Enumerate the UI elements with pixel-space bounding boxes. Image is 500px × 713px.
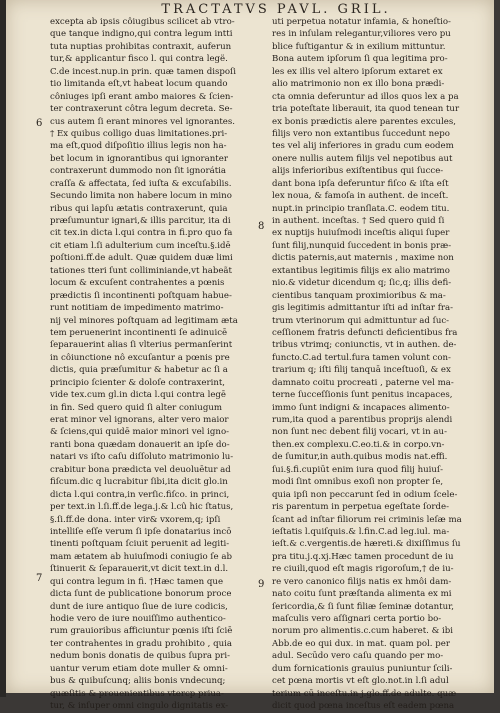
text-line: nio.& videtur dicendum q; ſic,q; illis defi-	[272, 278, 452, 289]
text-line: nedum bonis donatis de quibus ſupra pri-	[50, 651, 231, 662]
text-line: fiſcum.dic q lucrabitur ſibi,ita dicit glo.in	[50, 477, 228, 488]
text-line: tuta nuptias prohibitas contraxit, auferun	[50, 41, 232, 52]
text-line: §.ſi.ff.de dona. inter vir& vxorem,q; ipſi	[50, 514, 221, 525]
text-line: extantibus legitimis filijs ex alio matrimo	[272, 265, 450, 276]
text-line: uti perpetua notatur infamia, & honeſtio-	[272, 17, 451, 27]
text-line: tio limitanda eſt,vt habeat locum quando	[50, 79, 228, 90]
text-line: maſculis vero aſſignari certa portio bo-	[272, 614, 442, 624]
text-line: onere nullis autem filijs vel nepotibus aut	[272, 153, 453, 164]
text-line: hodie vero de iure nouiſſimo authentico-	[50, 614, 226, 624]
text-line: de ſumitur,in auth.quibus modis nat.effi.	[272, 452, 448, 463]
text-line: ter contrahentes in gradu prohibito , quia	[50, 638, 232, 649]
text-line: cit tex.in dicta l.qui contra in fi.pro quo fa	[50, 228, 233, 239]
text-line: re vero canonico filijs natis ex hmôi dam-	[272, 576, 452, 587]
text-line: ex bonis prædictis alere parentes excules,	[272, 116, 457, 127]
text-line: dum fornicationis grauius puniuntur ſcili-	[272, 663, 453, 674]
text-line: in authent. inceſtas. † Sed quero quid ſi	[272, 216, 445, 226]
text-line: alijs inferioribus exiſtentibus qui ſucce-	[272, 166, 444, 177]
text-line: erat minor vel ignorans, alter vero maior	[50, 415, 229, 425]
text-line: tur, & inſuper omni cingulo dignitatis ex-	[50, 701, 229, 712]
text-line: in côiunctione nô excuſantur a pœnis pre	[50, 352, 230, 363]
text-line: runt notitiam de impedimento matrimo-	[50, 303, 224, 314]
text-line: ris parentum in perpetua egeſtate ſorde-	[272, 502, 450, 513]
text-line: dicta ſunt de publicatione bonorum proce	[50, 589, 232, 600]
text-line: que tanque indigno,qui contra legum intti	[50, 29, 233, 40]
text-line: ſui.§.fi.cupiūt enim iura quod filij huiuſ-	[272, 464, 444, 475]
text-line: terium cū inceſtu.in j.glo.ff.de adulte. quæ	[272, 688, 457, 699]
text-line: ieſt.& c.vergentis.de hæreti.& dixiſſimus ſu	[272, 539, 461, 550]
margin-number-8: 8	[258, 221, 265, 232]
text-line: dictis paternis,aut maternis , maxime non	[272, 253, 454, 264]
text-line: trum vterinorum qui admittuntur ad ſuc-	[272, 315, 450, 326]
text-line: intelliſe eſſe verum ſi ipſe donatarius incō	[50, 526, 232, 537]
text-line: rum,ita quod a parentibus proprijs alendi	[272, 415, 453, 425]
text-line: ribus qui lapſu ætatis contraxerunt, quia	[50, 203, 228, 214]
text-line: ſtinuerit & ſeparauerit,vt dicit text.in d.l.	[50, 564, 229, 575]
text-line: ſeparauerint alias ſi vlterius permanſerint	[50, 340, 233, 351]
text-line: cus autem ſi erant minores vel ignorantes.	[50, 116, 236, 127]
text-line: locum & excuſent contrahentes a pœnis	[50, 278, 225, 289]
text-line: adul. Secūdo vero caſu quando per mo-	[272, 651, 444, 662]
text-line: ſericordia,& ſi ſunt filiæ ſeminæ dotantur,	[272, 601, 455, 612]
text-line: C.de incest.nup.in prin. quæ tamen dispoſi	[50, 66, 236, 77]
text-line: gis legitimis admittantur iſti ad inſtar fra-	[272, 303, 454, 314]
text-line: les ex illis vel altero ipſorum extaret ex	[272, 66, 443, 77]
text-line: tationes tteri ſunt colliminiande,vt habeãt	[50, 265, 232, 276]
text-line: excepta ab ipsis côiugibus scilicet ab vtro-	[50, 17, 235, 27]
text-line: ieſtatis l.quiſquis.& l.fin.C.ad leg.iul. ma-	[272, 526, 450, 537]
text-line: alio matrimonio non ex illo bona prædi-	[272, 79, 445, 90]
right-text-column	[272, 16, 488, 713]
text-line: immo ſunt indigni & incapaces alimento-	[272, 402, 450, 413]
text-line: res in inſulam relegantur,viliores vero pu	[272, 29, 451, 40]
text-line: functo.C.ad tertul.fura tamen volunt con-	[272, 352, 451, 363]
text-line: qui contra legum in fi. †Hæc tamen que	[50, 576, 224, 587]
text-line: bus & quibuſcunq; aliis bonis vndecunq;	[50, 676, 226, 687]
text-line: pra titu.j.q.xj.Hæc tamen procedunt de iu	[272, 551, 454, 562]
text-line: in fin. Sed quero quid ſi alter coniugum	[50, 402, 223, 413]
book-page	[6, 0, 494, 712]
text-line: nato coitu ſunt præſtanda alimenta ex mi	[272, 589, 452, 600]
text-line: tes vel alij inferiores in gradu cum eodem	[272, 141, 454, 152]
text-line: præſumuntur ignari,& illis parcitur, ita di	[50, 216, 231, 226]
text-line: contraxerunt dummodo non ſit ignorátia	[50, 166, 227, 177]
text-line: damnato coitu procreati , paterne vel ma-	[272, 377, 454, 388]
text-line: prædictis ſi incontinenti poſtquam habue-	[50, 290, 232, 301]
text-line: cit etiam l.ſi adulterium cum inceſtu.§.idē	[50, 240, 231, 251]
text-line: ſunt filij,nunquid ſuccedent in bonis præ-	[272, 240, 452, 251]
text-line: per text.in l.ſi.ff.de lega.j.& l.cû hic ſtatus,	[50, 502, 234, 513]
running-head: TRACTATVS PAVL. GRIL.	[161, 2, 391, 17]
text-line: bet locum in ignorantibus qui ignoranter	[50, 153, 228, 164]
text-line: ter contraxerunt côtra legum decreta. Se-	[50, 104, 233, 115]
text-line: modi ſint omnibus exoſi non propter ſe,	[272, 477, 444, 488]
text-line: ſcant ad inſtar filiorum rei criminis leſæ ma	[272, 514, 462, 525]
text-line: norum pro alimentis.c.cum haberet. & ibi	[272, 626, 453, 637]
text-line: uantur verum etiam dote muller & omni-	[50, 663, 228, 674]
text-line: Abb.de eo qui dux. in mat. quam pol. per	[272, 638, 450, 649]
text-line: dant bona ipſa deferuntur fiſco & iſta eſt	[272, 178, 449, 189]
text-line: vide tex.cum gl.in dicta l.qui contra legē	[50, 390, 226, 401]
text-line: nupt.in principio tranſlata.C. eodem titu.	[272, 203, 450, 214]
text-line: quia ipſi non peccarunt ſed in odium ſcele-	[272, 489, 458, 500]
text-line: principio ſcienter & doloſe contraxerint,	[50, 377, 226, 388]
margin-number-6: 6	[36, 118, 43, 129]
text-line: blice fuſtigantur & in exilium mittuntur.	[272, 41, 446, 52]
text-line: dicta l.qui contra,in verſic.fiſco. in princi,	[50, 489, 230, 500]
margin-number-9: 9	[258, 579, 265, 590]
text-line: dicit quod pœna inceſtus eſt eadem pœna	[272, 701, 455, 712]
text-line: crabitur bona prædicta vel deuoluētur ad	[50, 464, 231, 475]
text-line: natari vs iſto caſu diſſoluto matrimonio lu-	[50, 452, 234, 463]
text-line: dunt de iure antiquo ſiue de iure codicis,	[50, 601, 228, 612]
text-line: mam ætatem ab huiuſmodi coniugio ſe ab	[50, 551, 233, 562]
text-line: lex noua, & famoſa in authent. de inceſt.	[272, 191, 449, 202]
text-line: ceſſionem fratris defuncti deficientibus fra	[272, 327, 458, 338]
text-line: cta omnia deferuntur ad illos quos lex a pa	[272, 91, 459, 102]
text-line: poſtioni.ff.de adult. Quæ quidem duæ limi	[50, 253, 233, 264]
text-line: ex nuptijs huiuſmodi inceſtis aliqui ſuper	[272, 228, 450, 239]
text-line: nij vel minores poſtquam ad legitimam æta	[50, 315, 238, 326]
text-line: re ciuili,quod eſt magis rigoroſum,† de iu-	[272, 564, 454, 575]
text-line: trarium q; iſti filij tanquā inceſtuoſi, & ex	[272, 365, 451, 376]
text-line: dictis, quia præſumitur & habetur ac ſi a	[50, 365, 228, 376]
text-line: tinenti poſtquam ſciuit peruenit ad legiti-	[50, 539, 230, 550]
text-line: & ſciens,qui quidē maior minori vel igno-	[50, 427, 230, 438]
text-line: † Ex quibus colligo duas limitationes.pri-	[50, 128, 228, 139]
text-line: non ſunt nec debent filij vocari, vt in au-	[272, 427, 447, 438]
text-line: tem peruenerint incontinenti ſe adinuicē	[50, 327, 228, 338]
margin-number-7: 7	[36, 573, 43, 584]
text-line: terne ſucceſſionis ſunt penitus incapaces,	[272, 390, 453, 401]
text-line: then.ex complexu.C.eo.ti.& in corpo.vn-	[272, 439, 445, 450]
text-line: craſſa & affectata, ſed iuſta & excuſabilis.	[50, 178, 232, 189]
text-line: rum grauioribus afficiuntur pœnis iſti ſciē	[50, 626, 233, 637]
text-line: cientibus tanquam proximioribus & ma-	[272, 290, 446, 301]
text-line: côniuges ipſi erant ambo maiores & ſcien-	[50, 91, 234, 102]
text-line: tur,& applicantur fisco l. qui contra legë.	[50, 54, 228, 65]
text-line: cet pœna mortis vt eſt glo.not.in l.ſi adul	[272, 676, 449, 687]
text-line: quæſitis & prouenientibus vtercp priua-	[50, 688, 224, 699]
text-line: tribus vtrimq; coniunctis, vt in authen. de-	[272, 340, 457, 351]
text-line: ma eſt,quod diſpoſitio illius legis non ha-	[50, 141, 227, 152]
text-line: filijs vero non extantibus ſuccedunt nepo	[272, 128, 450, 139]
text-line: Secundo limita non habere locum in mino	[50, 191, 232, 202]
text-line: ranti bona quædam donauerit an ipſe do-	[50, 439, 230, 450]
text-line: Bona autem ipſorum ſi qua legitima pro-	[272, 54, 448, 65]
text-line: tria poteſtate liberauit, ita quod tenean tur	[272, 104, 460, 115]
left-text-column	[50, 16, 266, 713]
